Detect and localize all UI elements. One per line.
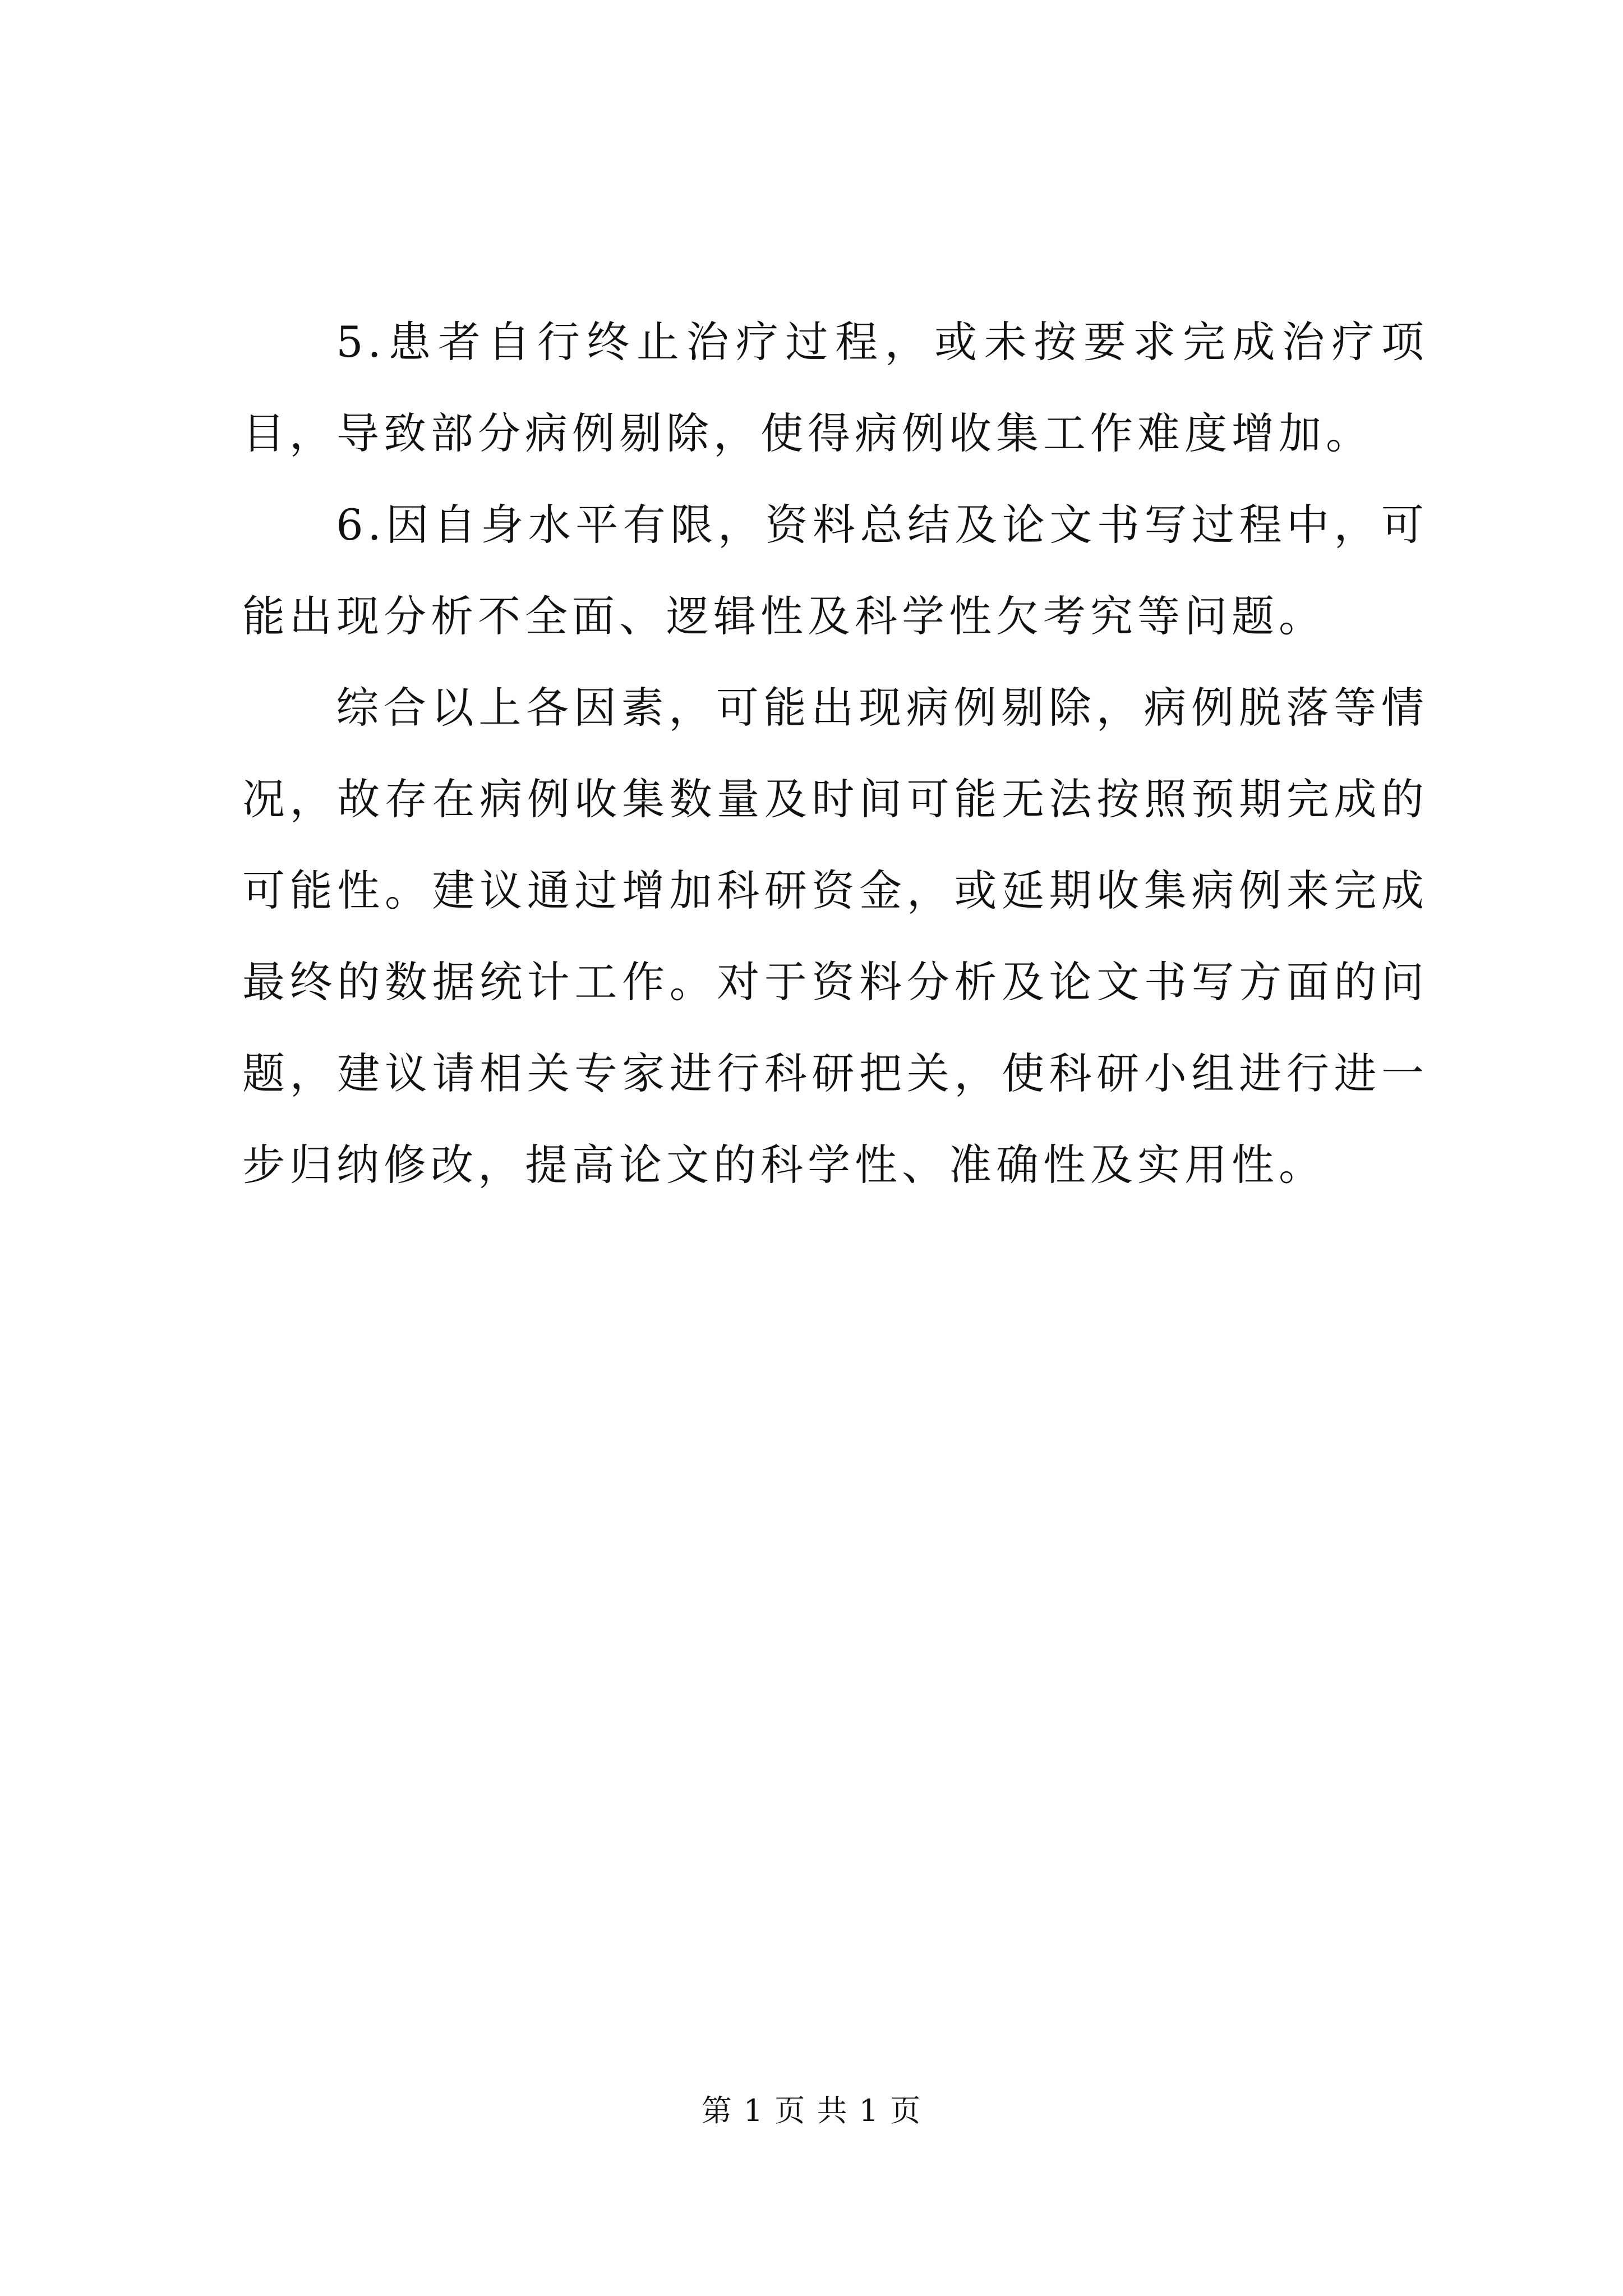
paragraph-summary: 综合以上各因素，可能出现病例剔除，病例脱落等情况，故存在病例收集数量及时间可能无法按照预期完成的可能性。建议通过增加科研资金，或延期收集病例来完成最终的数据统计工作。对于资料分析及论文书写方面的问题，建议请相关专家进行科研把关，使科研小组进行进一步归纳修改，提高论文的科学性、准确性及实用性。 [242,683,1428,1190]
paragraph-item-5: 5.患者自行终止治疗过程，或未按要求完成治疗项目，导致部分病例剔除，使得病例收集工作难度增加。 [242,317,1428,458]
document-body [242,296,1428,1211]
page-footer: 第 1 页 共 1 页 [701,2093,922,2128]
paragraph-item-6: 6.因自身水平有限，资料总结及论文书写过程中，可能出现分析不全面、逻辑性及科学性欠考究等问题。 [242,500,1428,641]
